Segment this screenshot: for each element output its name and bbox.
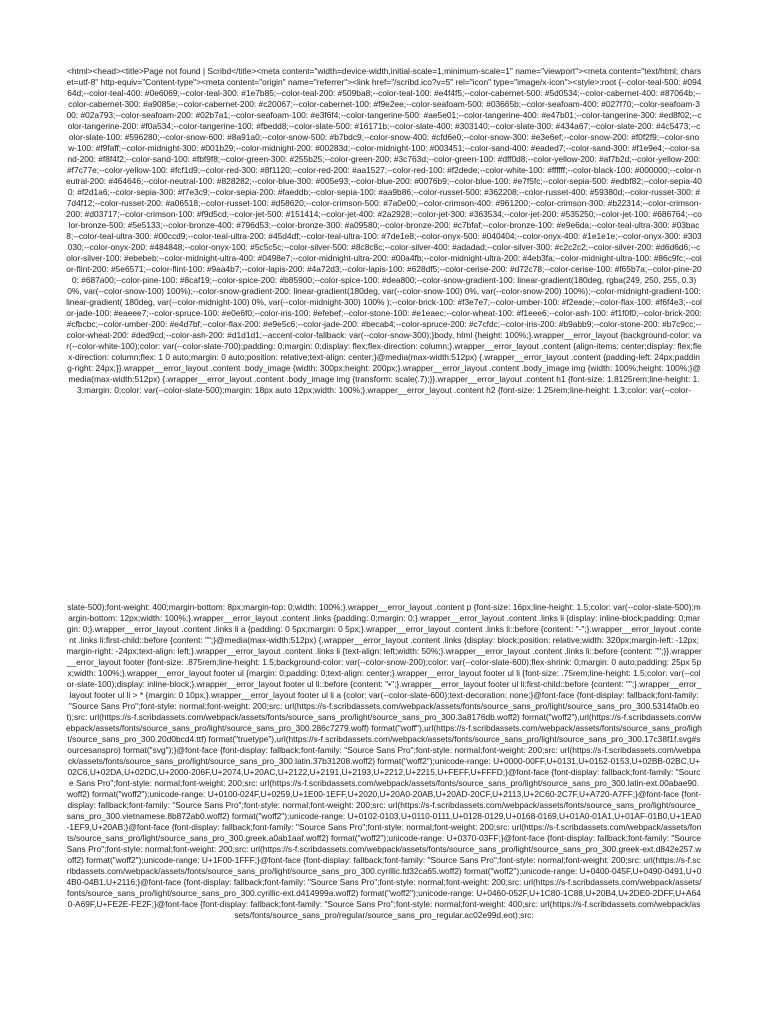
raw-html-source-text-bottom: slate-500);font-weight: 400;margin-bottom: 8px;margin-top: 0;width: 100%;}.wrapper__error_layout .content p {font-size: 16px;line-height: 1.5;color: var(--color-slate-500);margin-bottom: 12px;width: 100%;}.wrapper__error_layout .content .links {padding: 0;margin: 0;}.wrapper__error_layout .content .links li {display: inline-block;padding: 0;margin: 0;}.wrapper__error_layout .content .links li a {padding: 0 5px;margin: 0 5px;}.wrapper__error_layout .content .links li::before {content: "-";}.wrapper__error_layout .content .links li:first-child::before {content: "";}@media(max-width:512px) {.wrapper__error_layout .content .links {display: block;position: relative;width: 320px;margin-left: -12px;margin-right: -24px;text-align: left;}.wrapper__error_layout .content .links li {text-align: left;width: 50%;}.wrapper__error_layout .content .links li::before {content: "";}}.wrapper__error_layout footer {font-size: .875rem;line-height: 1.5;background-color: var(--color-snow-200);color: var(--color-slate-600);flex-shrink: 0;margin: 0 auto;padding: 25px 5px;width: 100%;}.wrapper__error_layout footer ul {margin: 0;padding: 0;text-align: center;}.wrapper__error_layout footer ul li {font-size: .75rem;line-height: 1.5;color: var(--color-slate-100);display: inline-block;}.wrapper__error_layout footer ul li::before {content: "•";}.wrapper__error_layout footer ul li:first-child::before {content: "";}.wrapper__error_layout footer ul li > * {margin: 0 10px;}.wrapper__error_layout footer ul li a {color: var(--color-slate-600);text-decoration: none;}@font-face {font-display: fallback;font-family: "Source Sans Pro";font-style: normal;font-weight: 200;src: url(https://s-f.scribdassets.com/webpack/assets/fonts/source_sans_pro/light/source_sans_pro_300.5314fa0b.eot);src: url(https://s-f.scribdassets.com/webpack/assets/fonts/source_sans_pro/light/source_sans_pro_300.3a8176db.woff2) format("woff2"),url(https://s-f.scribdassets.com/webpack/assets/fonts/source_sans_pro/light/source_sans_pro_300.286c7279.woff) format("woff"),url(https://s-f.scribdassets.com/webpack/assets/fonts/source_sans_pro/light/source_sans_pro_300.20d0bcd4.ttf) format("truetype"),url(https://s-f.scribdassets.com/webpack/assets/fonts/source_sans_pro/light/source_sans_pro_300.17c38f1f.svg#sourcesanspro) format("svg");}@font-face {font-display: fallback;font-family: "Source Sans Pro";font-style: normal;font-weight: 200;src: url(https://s-f.scribdassets.com/webpack/assets/fonts/source_sans_pro/light/source_sans_pro_300.latin.37b31208.woff2) format("woff2");unicode-range: U+0000-00FF,U+0131,U+0152-0153,U+02BB-02BC,U+02C6,U+02DA,U+02DC,U+2000-206F,U+2074,U+20AC,U+2122,U+2191,U+2193,U+2212,U+2215,U+FEFF,U+FFFD;}@font-face {font-display: fallback;font-family: "Source Sans Pro";font-style: normal;font-weight: 200;src: url(https://s-f.scribdassets.com/webpack/assets/fonts/source_sans_pro/light/source_sans_pro_300.latin-ext.00abae90.woff2) format("woff2");unicode-range: U+0100-024F,U+0259,U+1E00-1EFF,U+2020,U+20A0-20AB,U+20AD-20CF,U+2113,U+2C60-2C7F,U+A720-A7FF;}@font-face {font-display: fallback;font-family: "Source Sans Pro";font-style: normal;font-weight: 200;src: url(https://s-f.scribdassets.com/webpack/assets/fonts/source_sans_pro/light/source_sans_pro_300.vietnamese.8b872ab0.woff2) format("woff2");unicode-range: U+0102-0103,U+0110-0111,U+0128-0129,U+0168-0169,U+01A0-01A1,U+01AF-01B0,U+1EA0-1EF9,U+20AB;}@font-face {font-display: fallback;font-family: "Source Sans Pro";font-style: normal;font-weight: 200;src: url(https://s-f.scribdassets.com/webpack/assets/fonts/source_sans_pro/light/source_sans_pro_300.greek.a0ab1aaf.woff2) format("woff2");unicode-range: U+0370-03FF;}@font-face {font-display: fallback;font-family: "Source Sans Pro";font-style: normal;font-weight: 200;src: url(https://s-f.scribdassets.com/webpack/assets/fonts/source_sans_pro/light/source_sans_pro_300.greek-ext.d842e257.woff2) format("woff2");unicode-range: U+1F00-1FFF;}@font-face {font-display: fallback;font-family: "Source Sans Pro";font-style: normal;font-weight: 200;src: url(https://s-f.scribdassets.com/webpack/assets/fonts/source_sans_pro/light/source_sans_pro_300.cyrillic.fd32ca65.woff2) format("woff2");unicode-range: U+0400-045F,U+0490-0491,U+04B0-04B1,U+2116;}@font-face {font-display: fallback;font-family: "Source Sans Pro";font-style: normal;font-weight: 200;src: url(https://s-f.scribdassets.com/webpack/assets/fonts/source_sans_pro/light/source_sans_pro_300.cyrillic-ext.d414999a.woff2) format("woff2");unicode-range: U+0460-052F,U+1C80-1C88,U+20B4,U+2DE0-2DFF,U+A640-A69F,U+FE2E-FE2F;}@font-face {font-display: fallback;font-family: "Source Sans Pro";font-style: normal;font-weight: 400;src: url(https://s-f.scribdassets.com/webpack/assets/fonts/source_sans_pro/regular/source_sans_pro_regular.ac02e99d.eot);src: (66, 602, 702, 920)
raw-html-source-text-top: <html><head><title>Page not found | Scribd</title><meta content="width=device-width,initial-scale=1,minimum-scale=1" name="viewport"><meta content="text/html; charset=utf-8" http-equiv="Content-type"><meta content="origin" name="referrer"><link href="/scribd.ico?v=5" rel="icon" type="image/x-icon"><style>:root {--color-teal-500: #09464d;--color-teal-400: #0e6069;--color-teal-300: #1e7b85;--color-teal-200: #509ba8;--color-teal-100: #e4f4f5;--color-cabernet-500: #5d0534;--color-cabernet-400: #87064b;--color-cabernet-300: #a9085e;--color-cabernet-200: #c20067;--color-cabernet-100: #f9e2ee;--color-seafoam-500: #03665b;--color-seafoam-400: #027f70;--color-seafoam-300: #02a793;--color-seafoam-200: #02b7a1;--color-seafoam-100: #e3f6f4;--color-tangerine-500: #ae5e01;--color-tangerine-400: #e47b01;--color-tangerine-300: #ed8f02;--color-tangerine-200: #f0a534;--color-tangerine-100: #fbedd8;--color-slate-500: #16171b;--color-slate-400: #303140;--color-slate-300: #434a67;--color-slate-200: #4c5473;--color-slate-100: #596280;--color-snow-600: #8a91a0;--color-snow-500: #b7bdc9;--color-snow-400: #cfd6e0;--color-snow-300: #e3e6ef;--color-snow-200: #f0f2f9;--color-snow-100: #f9faff;--color-midnight-300: #001b29;--color-midnight-200: #00283d;--color-midnight-100: #003451;--color-sand-400: #eaded7;--color-sand-300: #f1e9e4;--color-sand-200: #f8f4f2;--color-sand-100: #fbf9f8;--color-green-300: #255b25;--color-green-200: #3c763d;--color-green-100: #dff0d8;--color-yellow-200: #af7b2d;--color-yellow-200: #f7c77e;--color-yellow-100: #fcf1d9;--color-red-300: #8f1120;--color-red-200: #aa1527;--color-red-100: #f2dede;--color-white-100: #ffffff;--color-black-100: #000000;--color-neutral-200: #464646;--color-neutral-100: #828282;--color-blue-300: #005e93;--color-blue-200: #0076b9;--color-blue-100: #e7f5fc;--color-sepia-500: #edbf82;--color-sepia-400: #f2d1a6;--color-sepia-300: #f7e3c9;--color-sepia-200: #faeddb;--color-sepia-100: #aa9b86;--color-russet-500: #362208;--color-russet-400: #59380d;--color-russet-300: #7d4f12;--color-russet-200: #a06518;--color-russet-100: #d58620;--color-crimson-500: #7a0e00;--color-crimson-400: #961200;--color-crimson-300: #b22314;--color-crimson-200: #d03717;--color-crimson-100: #f9d5cd;--color-jet-500: #151414;--color-jet-400: #2a2928;--color-jet-300: #363534;--color-jet-200: #535250;--color-jet-100: #686764;--color-bronze-500: #5e5133;--color-bronze-400: #796d53;--color-bronze-300: #a09580;--color-bronze-200: #c7bfaf;--color-bronze-100: #e9e6da;--color-teal-ultra-300: #03bac8;--color-teal-ultra-300: #00ccd9;--color-teal-ultra-200: #45d4df;--color-teal-ultra-100: #7de1e8;--color-onyx-500: #040404;--color-onyx-400: #1e1e1e;--color-onyx-300: #303030;--color-onyx-200: #484848;--color-onyx-100: #5c5c5c;--color-silver-500: #8c8c8c;--color-silver-400: #adadad;--color-silver-300: #c2c2c2;--color-silver-200: #d6d6d6;--color-silver-100: #ebebeb;--color-midnight-ultra-400: #0498e7;--color-midnight-ultra-200: #00a4fb;--color-midnight-ultra-200: #4eb3fa;--color-midnight-ultra-100: #86c9fc;--color-flint-200: #5e6571;--color-flint-100: #9aa4b7;--color-lapis-200: #4a72d3;--color-lapis-100: #628df5;--color-cerise-200: #d72c78;--color-cerise-100: #f65b7a;--color-pine-200: #687a00;--color-pine-100: #8caf19;--color-spice-200: #b85900;--color-spice-100: #dea800;--color-snow-gradient-100: linear-gradient(180deg, rgba(249, 250, 255, 0.3) 0%, var(--color-snow-100) 100%);--color-snow-gradient-200: linear-gradient(180deg, var(--color-snow-100) 0%, var(--color-snow-200) 100%);--color-midnight-gradient-100: linear-gradient( 180deg, var(--color-midnight-100) 0%, var(--color-midnight-300) 100% );--color-brick-100: #f3e7e7;--color-umber-100: #f2eade;--color-flax-100: #f6f4e3;--color-jade-100: #eaeee7;--color-spruce-100: #e0e6f0;--color-iris-100: #efebef;--color-stone-100: #e1eaec;--color-wheat-100: #f1eee6;--color-ash-100: #f1f0f0;--color-brick-200: #cfbcbc;--color-umber-200: #e4d7bf;--color-flax-200: #e9e5c6;--color-jade-200: #becab4;--color-spruce-200: #c7cfdc;--color-iris-200: #b9abb9;--color-stone-200: #b7c9cc;--color-wheat-200: #ded9cd;--color-ash-200: #d1d1d1;--accent-color-fallback: var(--color-snow-300);}body, html {height: 100%;}.wrapper__error_layout {background-color: var(--color-white-100);color: var(--color-slate-700);padding: 0;margin: 0;display: flex;flex-direction: column;}.wrapper__error_layout .content {align-items: center;display: flex;flex-direction: column;flex: 1 0 auto;margin: 0 auto;position: relative;text-align: center;}@media(max-width:512px) {.wrapper__error_layout .content {padding-left: 24px;padding-right: 24px;}}.wrapper__error_layout .content .body_image {width: 300px;height: 200px;}.wrapper__error_layout .content .body_image img {width: 100%;height: 100%;}@media(max-width:512px) {.wrapper__error_layout .content .body_image img {transform: scale(.7);}}.wrapper__error_layout .content h1 {font-size: 1.8125rem;line-height: 1.3;margin: 0;color: var(--color-slate-500);margin: 18px auto 12px;width: 100%;}.wrapper__error_layout .content h2 {font-size: 1.25rem;line-height: 1.3;color: var(--color- (66, 66, 702, 395)
